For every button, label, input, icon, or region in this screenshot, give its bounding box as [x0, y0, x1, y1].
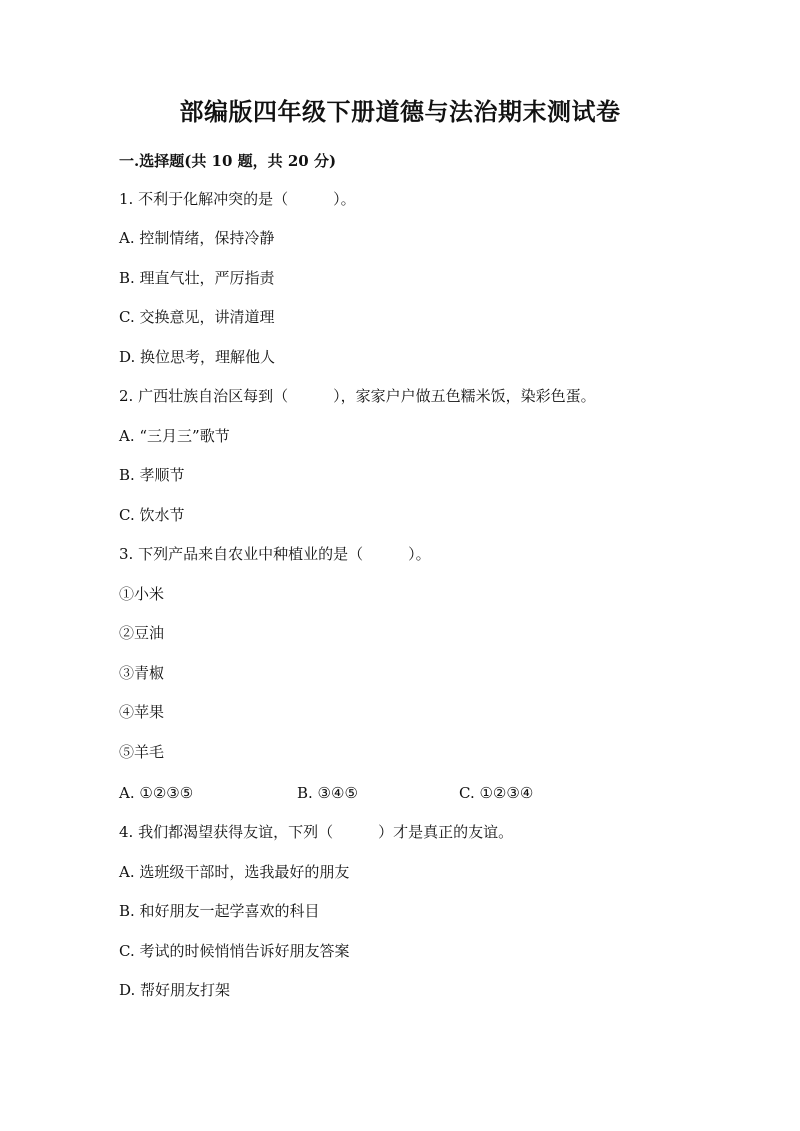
question-3-option-b: B. ③④⑤ — [297, 784, 358, 802]
question-3-item-4: ④苹果 — [119, 703, 165, 721]
question-4-option-b: B. 和好朋友一起学喜欢的科目 — [119, 902, 320, 920]
question-4-option-c: C. 考试的时候悄悄告诉好朋友答案 — [119, 942, 350, 960]
question-2-stem: 2. 广西壮族自治区每到（ ），家家户户做五色糯米饭，染彩色蛋。 — [119, 387, 596, 405]
question-1-option-d: D. 换位思考，理解他人 — [119, 348, 276, 366]
question-2-option-c: C. 饮水节 — [119, 506, 185, 524]
question-3-stem: 3. 下列产品来自农业中种植业的是（ ）。 — [119, 545, 431, 563]
question-3-item-2: ②豆油 — [119, 624, 165, 642]
question-1-option-b: B. 理直气壮，严厉指责 — [119, 269, 275, 287]
question-4-option-a: A. 选班级干部时，选我最好的朋友 — [119, 863, 350, 881]
question-3-item-1: ①小米 — [119, 585, 165, 603]
question-3-option-c: C. ①②③④ — [459, 784, 534, 802]
question-2-option-a: A. “三月三”歌节 — [119, 427, 230, 445]
question-2-option-b: B. 孝顺节 — [119, 466, 185, 484]
question-1-stem: 1. 不利于化解冲突的是（ ）。 — [119, 190, 356, 208]
question-1-option-c: C. 交换意见，讲清道理 — [119, 308, 275, 326]
question-3-item-3: ③青椒 — [119, 664, 165, 682]
question-4-option-d: D. 帮好朋友打架 — [119, 981, 231, 999]
question-3-item-5: ⑤羊毛 — [119, 743, 165, 761]
page-title: 部编版四年级下册道德与法治期末测试卷 — [179, 97, 621, 126]
question-1-option-a: A. 控制情绪，保持冷静 — [119, 229, 275, 247]
question-3-option-a: A. ①②③⑤ — [119, 784, 194, 802]
question-4-stem: 4. 我们都渴望获得友谊，下列（ ）才是真正的友谊。 — [119, 823, 514, 841]
section-header: 一.选择题(共 10 题，共 20 分) — [119, 152, 337, 170]
